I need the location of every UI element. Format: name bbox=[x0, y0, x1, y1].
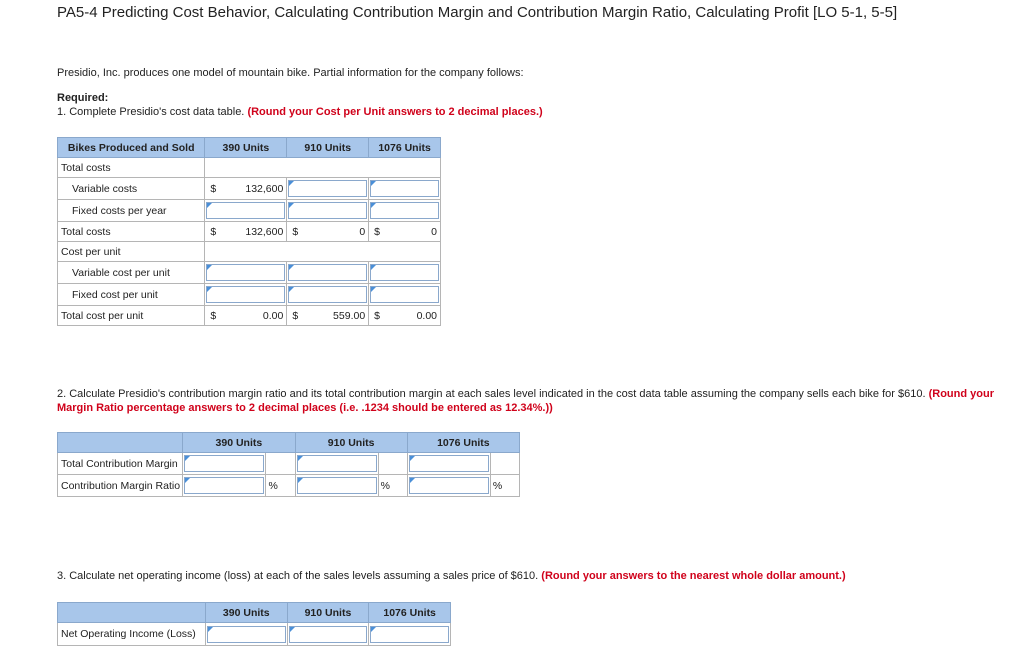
row-cost-per-unit-section: Cost per unit bbox=[58, 242, 205, 262]
contribution-margin-table bbox=[57, 432, 520, 497]
requirement-3-note: (Round your answers to the nearest whole dollar amount.) bbox=[541, 570, 846, 582]
cm-col-1076: 1076 Units bbox=[407, 433, 519, 453]
cell-spacer bbox=[266, 453, 295, 475]
section-spacer bbox=[205, 158, 441, 178]
row-variable-costs: Variable costs bbox=[58, 178, 205, 200]
noi-390-input[interactable] bbox=[205, 623, 287, 646]
currency-symbol: $ bbox=[205, 178, 221, 200]
variable-cpu-390-input[interactable] bbox=[205, 262, 287, 284]
fixed-cpu-910-input[interactable] bbox=[287, 284, 369, 306]
variable-cpu-1076-input[interactable] bbox=[369, 262, 441, 284]
total-costs-910: 0 bbox=[303, 222, 369, 242]
requirement-3-text: 3. Calculate net operating income (loss) at each of the sales levels assuming a sales price of $610. bbox=[57, 570, 539, 582]
row-fixed-costs: Fixed costs per year bbox=[58, 200, 205, 222]
noi-1076-input[interactable] bbox=[369, 623, 451, 646]
cm-col-390: 390 Units bbox=[183, 433, 295, 453]
tcm-1076-input[interactable] bbox=[407, 453, 490, 475]
requirement-1 bbox=[57, 106, 543, 118]
row-total-contribution-margin: Total Contribution Margin bbox=[58, 453, 183, 475]
requirement-2-text: 2. Calculate Presidio's contribution margin ratio and its total contribution margin at each sales level indicated in the cost data table assuming the company sells each bike for $610. bbox=[57, 388, 926, 400]
total-costs-390: 132,600 bbox=[221, 222, 287, 242]
noi-col-910: 910 Units bbox=[287, 603, 369, 623]
header-blank bbox=[58, 603, 206, 623]
total-costs-1076: 0 bbox=[385, 222, 441, 242]
cmr-390-input[interactable] bbox=[183, 475, 266, 497]
requirement-1-text: 1. Complete Presidio's cost data table. bbox=[57, 106, 245, 118]
row-contribution-margin-ratio: Contribution Margin Ratio bbox=[58, 475, 183, 497]
variable-cpu-910-input[interactable] bbox=[287, 262, 369, 284]
row-net-operating-income: Net Operating Income (Loss) bbox=[58, 623, 206, 646]
row-total-costs-section: Total costs bbox=[58, 158, 205, 178]
net-operating-income-table bbox=[57, 602, 451, 646]
cell-spacer bbox=[490, 453, 519, 475]
fixed-costs-390-input[interactable] bbox=[205, 200, 287, 222]
header-bikes-produced: Bikes Produced and Sold bbox=[58, 138, 205, 158]
header-blank bbox=[58, 433, 183, 453]
total-cpu-390: 0.00 bbox=[221, 306, 287, 326]
noi-910-input[interactable] bbox=[287, 623, 369, 646]
tcm-910-input[interactable] bbox=[295, 453, 378, 475]
required-heading: Required: bbox=[57, 92, 109, 104]
currency-symbol: $ bbox=[205, 306, 221, 326]
requirement-1-note: (Round your Cost per Unit answers to 2 decimal places.) bbox=[247, 106, 543, 118]
variable-costs-390: 132,600 bbox=[221, 178, 287, 200]
total-cpu-1076: 0.00 bbox=[385, 306, 441, 326]
section-spacer bbox=[205, 242, 441, 262]
cm-col-910: 910 Units bbox=[295, 433, 407, 453]
row-total-cost-per-unit: Total cost per unit bbox=[58, 306, 205, 326]
requirement-3 bbox=[57, 570, 846, 582]
requirement-2-note: (Round your Margin Ratio percentage answers to 2 decimal places (i.e. .1234 should be entered as 12.34%.)) bbox=[57, 388, 994, 414]
row-fixed-cost-per-unit: Fixed cost per unit bbox=[58, 284, 205, 306]
col-390-units: 390 Units bbox=[205, 138, 287, 158]
fixed-cpu-390-input[interactable] bbox=[205, 284, 287, 306]
percent-symbol: % bbox=[378, 475, 407, 497]
page-title: PA5-4 Predicting Cost Behavior, Calculating Contribution Margin and Contribution Margin Ratio, Calculating Profit [LO 5-1, 5-5] bbox=[57, 4, 898, 21]
col-910-units: 910 Units bbox=[287, 138, 369, 158]
currency-symbol: $ bbox=[287, 306, 303, 326]
row-variable-cost-per-unit: Variable cost per unit bbox=[58, 262, 205, 284]
variable-costs-1076-input[interactable] bbox=[369, 178, 441, 200]
currency-symbol: $ bbox=[205, 222, 221, 242]
variable-costs-910-input[interactable] bbox=[287, 178, 369, 200]
percent-symbol: % bbox=[490, 475, 519, 497]
tcm-390-input[interactable] bbox=[183, 453, 266, 475]
currency-symbol: $ bbox=[287, 222, 303, 242]
row-total-costs: Total costs bbox=[58, 222, 205, 242]
cell-spacer bbox=[378, 453, 407, 475]
cmr-910-input[interactable] bbox=[295, 475, 378, 497]
noi-col-1076: 1076 Units bbox=[369, 603, 451, 623]
fixed-costs-1076-input[interactable] bbox=[369, 200, 441, 222]
fixed-cpu-1076-input[interactable] bbox=[369, 284, 441, 306]
total-cpu-910: 559.00 bbox=[303, 306, 369, 326]
currency-symbol: $ bbox=[369, 222, 385, 242]
intro-text: Presidio, Inc. produces one model of mountain bike. Partial information for the company follows: bbox=[57, 67, 524, 79]
currency-symbol: $ bbox=[369, 306, 385, 326]
fixed-costs-910-input[interactable] bbox=[287, 200, 369, 222]
noi-col-390: 390 Units bbox=[205, 603, 287, 623]
cost-data-table bbox=[57, 137, 441, 326]
cmr-1076-input[interactable] bbox=[407, 475, 490, 497]
col-1076-units: 1076 Units bbox=[369, 138, 441, 158]
percent-symbol: % bbox=[266, 475, 295, 497]
requirement-2 bbox=[57, 387, 1017, 415]
